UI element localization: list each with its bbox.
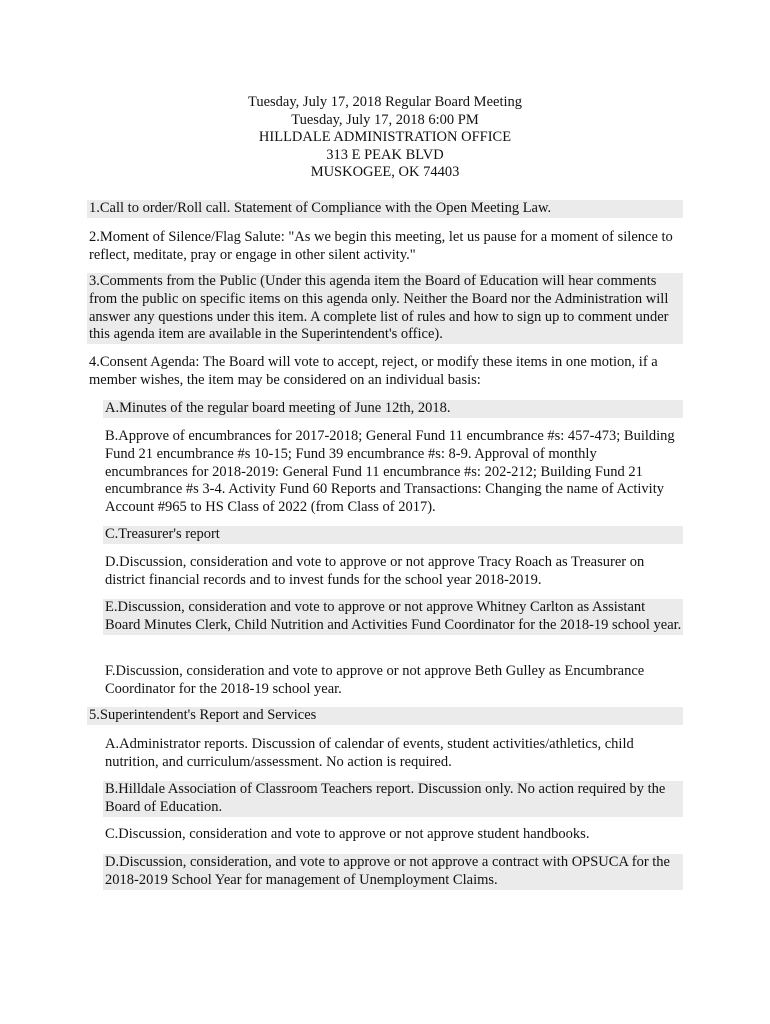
agenda-item-5b: B.Hilldale Association of Classroom Teachers report. Discussion only. No action required by the Board of Education.: [103, 781, 683, 817]
agenda-item-1: 1.Call to order/Roll call. Statement of Compliance with the Open Meeting Law.: [87, 200, 683, 218]
agenda-item-4f: F.Discussion, consideration and vote to approve or not approve Beth Gulley as Encumbrance Coordinator for the 2018-19 school year.: [105, 663, 645, 697]
meeting-location: HILLDALE ADMINISTRATION OFFICE: [258, 129, 512, 146]
meeting-datetime: Tuesday, July 17, 2018 6:00 PM: [291, 111, 479, 128]
meeting-header: [0, 94, 770, 182]
agenda-item-5a: A.Administrator reports. Discussion of calendar of events, student activities/athletics, child nutrition, and curriculum/assessment. No action is required.: [105, 736, 634, 770]
meeting-street-address: 313 E PEAK BLVD: [326, 146, 444, 163]
agenda-item-4: 4.Consent Agenda: The Board will vote to accept, reject, or modify these items in one motion, if a member wishes, the item may be considered on an individual basis:: [89, 354, 658, 388]
agenda-item-4d: D.Discussion, consideration and vote to approve or not approve Tracy Roach as Treasurer on district financial records and to invest funds for the school year 2018-2019.: [105, 554, 645, 588]
agenda-item-3: 3.Comments from the Public (Under this agenda item the Board of Education will hear comments from the public on specific items on this agenda only. Neither the Board nor the Administration will answer any questions under this item. A complete list of rules and how to sign up to comment under this agenda item are available in the Superintendent's office).: [87, 273, 683, 344]
agenda-item-4e: E.Discussion, consideration and vote to approve or not approve Whitney Carlton as Assistant Board Minutes Clerk, Child Nutrition and Activities Fund Coordinator for the 2018-19 school year.: [105, 599, 682, 633]
agenda-item-5d: D.Discussion, consideration, and vote to approve or not approve a contract with OPSUCA for the 2018-2019 School Year for management of Unemployment Claims.: [103, 854, 683, 890]
agenda-item-4c: C.Treasurer's report: [103, 526, 683, 544]
agenda-item-2: 2.Moment of Silence/Flag Salute: "As we begin this meeting, let us pause for a moment of silence to reflect, meditate, pray or engage in other silent activity.": [89, 229, 673, 263]
agenda-item-4b: B.Approve of encumbrances for 2017-2018; General Fund 11 encumbrance #s: 457-473; Building Fund 21 encumbrance #s 10-15; Fund 39 encumbrance #s: 8-9. Approval of monthly encumbrances for 2018-2019: General Fund 11 encumbrance #s: 202-212; Building Fund 21 encumbrance #s 3-4. Activity Fund 60 Reports and Transactions: Changing the name of Activity Account #965 to HS Class of 2022 (from Class of 2017).: [105, 428, 675, 516]
meeting-title: Tuesday, July 17, 2018 Regular Board Meeting: [248, 94, 522, 110]
agenda-item-4a: A.Minutes of the regular board meeting of June 12th, 2018.: [103, 400, 683, 418]
meeting-city-state-zip: MUSKOGEE, OK 74403: [310, 164, 460, 181]
agenda-item-5c: C.Discussion, consideration and vote to approve or not approve student handbooks.: [105, 826, 590, 842]
agenda-item-5: 5.Superintendent's Report and Services: [87, 707, 683, 725]
